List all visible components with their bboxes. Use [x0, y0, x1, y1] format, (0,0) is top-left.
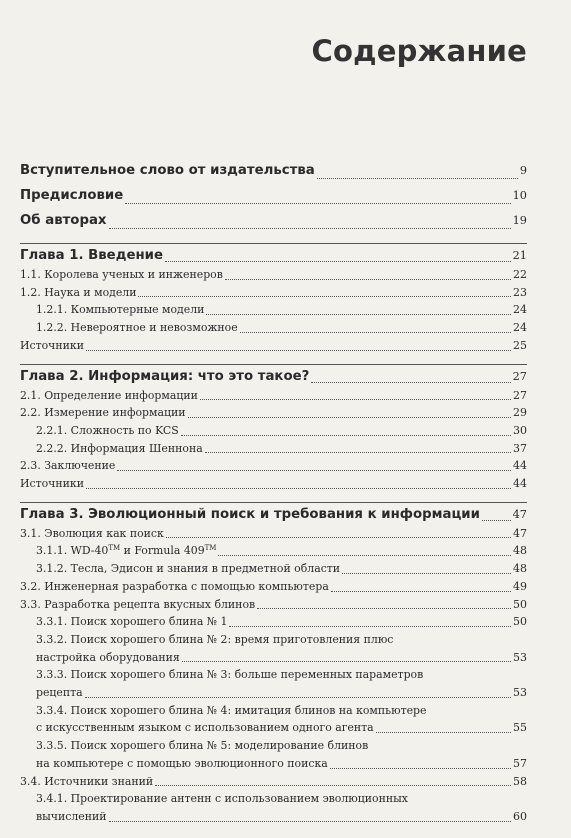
toc-subsection-wrapped[interactable]: [20, 631, 527, 666]
toc-label: 3.3. Разработка рецепта вкусных блинов: [20, 597, 256, 611]
toc-page-number: 10: [512, 189, 527, 202]
toc-page-number: 44: [513, 459, 527, 473]
leader-dots: [225, 279, 511, 280]
toc-page-number: 29: [513, 406, 527, 420]
toc-page-number: 24: [513, 303, 527, 317]
toc-label: [36, 542, 216, 560]
leader-dots: [331, 591, 511, 592]
toc-label: 2.3. Заключение: [20, 459, 116, 473]
toc-page-number: 57: [513, 756, 527, 770]
toc-label: 1.2.1. Компьютерные модели: [36, 303, 205, 317]
toc-label: 1.2.2. Невероятное и невозможное: [36, 321, 238, 335]
toc-subsection-wrapped[interactable]: [20, 666, 527, 701]
toc-section[interactable]: [20, 404, 527, 422]
leader-dots: [240, 332, 511, 333]
toc-page-number: 50: [513, 597, 527, 611]
trademark-mark: TM: [108, 544, 121, 553]
leader-dots: [317, 178, 518, 179]
trademark-mark: TM: [204, 544, 217, 553]
leader-dots: [188, 417, 512, 418]
leader-dots: [218, 555, 511, 556]
page-title: Содержание: [311, 34, 527, 68]
toc-entry-publisher-foreword[interactable]: [20, 158, 527, 183]
leader-dots: [117, 470, 511, 471]
toc-label-line-2: на компьютере с помощью эволюционного поиска: [36, 756, 328, 770]
toc-label: 2.2. Измерение информации: [20, 406, 186, 420]
toc-section[interactable]: [20, 525, 527, 543]
toc-page-number: 30: [513, 423, 527, 437]
toc-section[interactable]: [20, 475, 527, 493]
toc-page-number: 53: [513, 686, 527, 700]
leader-dots: [229, 626, 511, 627]
toc-page-number: 44: [513, 477, 527, 491]
toc-label: 3.1.2. Тесла, Эдисон и знания в предметной области: [36, 562, 341, 576]
toc-label: Источники: [20, 477, 84, 491]
leader-dots: [330, 768, 511, 769]
toc-label: 3.2. Инженерная разработка с помощью компьютера: [20, 579, 329, 593]
toc-subsection-wrapped[interactable]: [20, 790, 527, 825]
toc-entry-preface[interactable]: [20, 183, 527, 208]
leader-dots: [205, 452, 511, 453]
toc-page-number: 9: [519, 164, 527, 177]
toc-chapter-1[interactable]: [20, 243, 527, 266]
leader-dots: [342, 573, 511, 574]
toc-label: 2.2.2. Информация Шеннона: [36, 441, 203, 455]
toc-label: 3.4. Источники знаний: [20, 774, 154, 788]
toc-label: 2.1. Определение информации: [20, 388, 198, 402]
toc-subsection[interactable]: [20, 319, 527, 337]
toc-section[interactable]: [20, 387, 527, 405]
leader-dots: [138, 296, 511, 297]
toc-page-number: 58: [513, 774, 527, 788]
leader-dots: [376, 732, 511, 733]
leader-dots: [109, 228, 511, 229]
toc-page-number: 48: [513, 562, 527, 576]
toc-section[interactable]: [20, 596, 527, 614]
toc-label: 3.3.1. Поиск хорошего блина № 1: [36, 615, 228, 629]
leader-dots: [257, 608, 511, 609]
toc-subsection[interactable]: [20, 613, 527, 631]
toc-label: Источники: [20, 338, 84, 352]
toc-label-line-2: рецепта: [36, 686, 83, 700]
toc-page-number: 55: [513, 721, 527, 735]
toc-page-number: 27: [513, 388, 527, 402]
toc-label-line-2: с искусственным языком с использованием одного агента: [36, 721, 374, 735]
toc-subsection[interactable]: [20, 542, 527, 560]
toc-subsection-wrapped[interactable]: [20, 737, 527, 772]
toc-section[interactable]: [20, 284, 527, 302]
toc-section[interactable]: [20, 578, 527, 596]
toc-chapter-3[interactable]: [20, 502, 527, 525]
leader-dots: [166, 537, 511, 538]
toc-label-part: и Formula 409: [120, 544, 205, 558]
toc-page-number: 50: [513, 615, 527, 629]
leader-dots: [206, 314, 511, 315]
toc-label-line-1: 3.3.4. Поиск хорошего блина № 4: имитация блинов на компьютере: [36, 703, 427, 717]
toc-page-number: 60: [513, 809, 527, 823]
toc-label-line-1: 3.4.1. Проектирование антенн с использованием эволюционных: [36, 792, 408, 806]
toc-subsection[interactable]: [20, 301, 527, 319]
leader-dots: [85, 697, 511, 698]
toc-label: 3.1. Эволюция как поиск: [20, 526, 164, 540]
toc-label: Об авторах: [20, 213, 107, 228]
leader-dots: [182, 661, 511, 662]
toc-page-number: 22: [513, 268, 527, 281]
toc-page-number: 23: [513, 285, 527, 299]
toc-subsection-wrapped[interactable]: [20, 702, 527, 737]
toc-label-line-2: настройка оборудования: [36, 650, 180, 664]
toc-section[interactable]: [20, 266, 527, 284]
toc-label: Предисловие: [20, 188, 124, 203]
toc-label-line-1: 3.3.3. Поиск хорошего блина № 3: больше переменных параметров: [36, 668, 424, 682]
toc-section[interactable]: [20, 773, 527, 791]
toc-label-part: 3.1.1. WD-40: [36, 544, 109, 558]
toc-label-line-1: 3.3.2. Поиск хорошего блина № 2: время приготовления плюс: [36, 632, 394, 646]
toc-chapter-2[interactable]: [20, 364, 527, 387]
leader-dots: [155, 785, 511, 786]
leader-dots: [125, 203, 510, 204]
toc-subsection[interactable]: [20, 560, 527, 578]
toc-label: Глава 2. Информация: что это такое?: [20, 368, 310, 384]
toc-subsection[interactable]: [20, 440, 527, 458]
leader-dots: [200, 399, 511, 400]
toc-page-number: 49: [513, 579, 527, 593]
toc-page-number: 47: [513, 526, 527, 540]
leader-dots: [109, 821, 512, 822]
toc-section[interactable]: [20, 457, 527, 475]
toc-label: 2.2.1. Сложность по KCS: [36, 423, 179, 437]
toc-label-line-2: вычислений: [36, 809, 107, 823]
toc-page-number: 48: [513, 544, 527, 558]
toc-page-number: 24: [513, 321, 527, 335]
toc-page-number: 25: [513, 338, 527, 352]
toc-page-number: 47: [512, 507, 527, 521]
toc-label: Вступительное слово от издательства: [20, 163, 315, 178]
table-of-contents: [20, 158, 527, 826]
leader-dots: [311, 382, 510, 383]
leader-dots: [482, 520, 511, 521]
toc-subsection[interactable]: [20, 422, 527, 440]
leader-dots: [86, 488, 511, 489]
toc-section[interactable]: [20, 337, 527, 355]
toc-page-number: 53: [513, 650, 527, 664]
leader-dots: [181, 435, 511, 436]
leader-dots: [165, 261, 511, 262]
toc-label: 1.1. Королева ученых и инженеров: [20, 268, 223, 281]
toc-page-number: 37: [513, 441, 527, 455]
toc-label: Глава 1. Введение: [20, 248, 163, 263]
toc-label: 1.2. Наука и модели: [20, 285, 137, 299]
toc-page-number: 27: [512, 369, 527, 383]
leader-dots: [86, 350, 511, 351]
toc-label-line-1: 3.3.5. Поиск хорошего блина № 5: моделирование блинов: [36, 739, 369, 753]
toc-entry-about-authors[interactable]: [20, 208, 527, 233]
toc-page-number: 21: [512, 249, 527, 262]
toc-page-number: 19: [512, 214, 527, 227]
toc-label: Глава 3. Эволюционный поиск и требования к информации: [20, 506, 480, 522]
